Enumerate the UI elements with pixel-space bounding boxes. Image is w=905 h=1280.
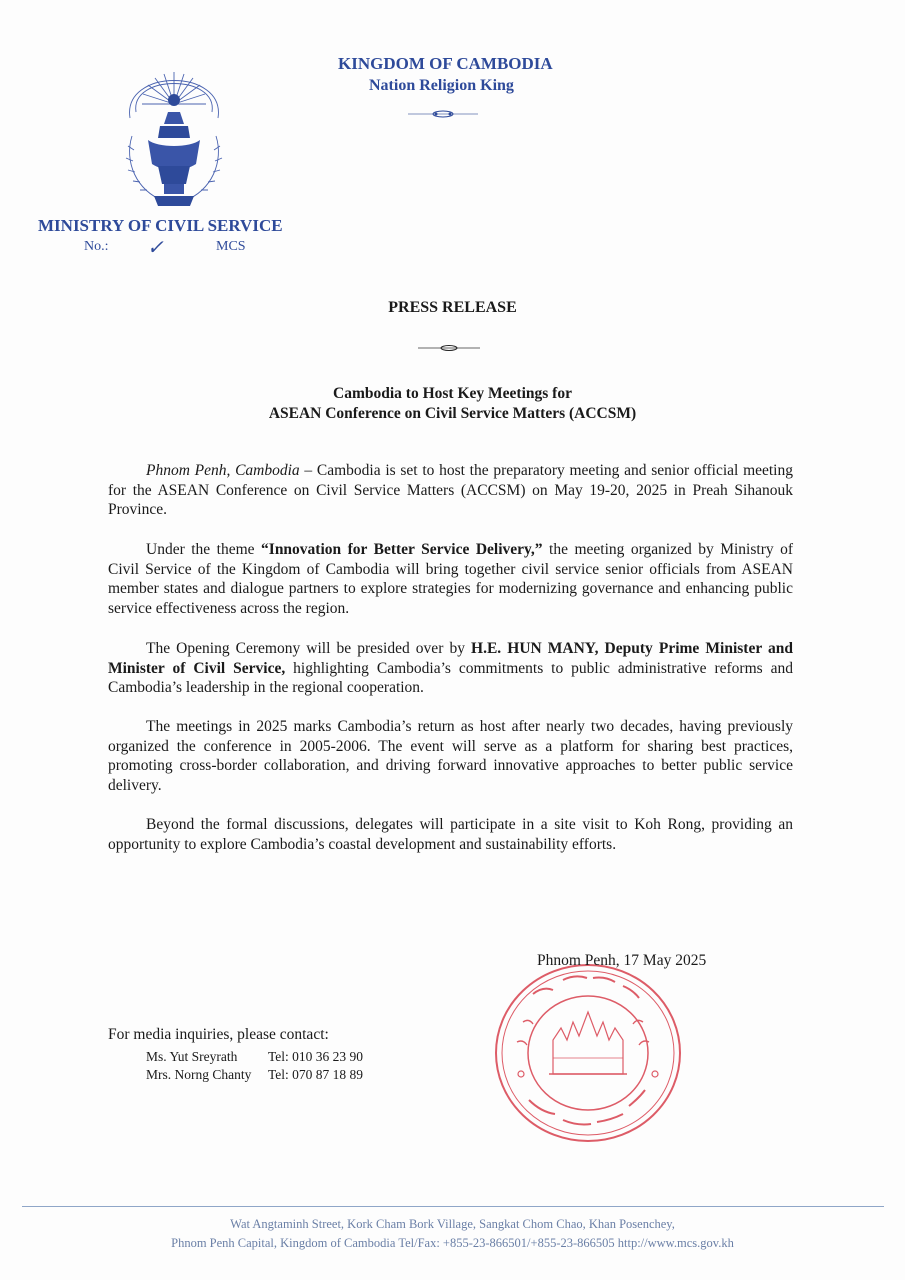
paragraph-3-lead: The Opening Ceremony will be presided over by (146, 640, 472, 657)
theme-text: “Innovation for Better Service Delivery,” (261, 541, 543, 558)
kingdom-heading: KINGDOM OF CAMBODIA (338, 54, 553, 73)
official-seal-stamp-icon (493, 962, 683, 1144)
paragraph-2 (108, 540, 793, 618)
presiding-official: H.E. HUN MANY, Deputy Prime Minister and Minister of Civil Service, (108, 640, 793, 677)
header-ornament-divider (408, 110, 478, 118)
press-release-title (0, 384, 905, 424)
paragraph-2-lead: Under the theme (146, 541, 262, 558)
footer-address: Wat Angtaminh Street, Kork Cham Bork Village, Sangkat Chom Chao, Khan Posenchey, (230, 1217, 675, 1231)
ministry-emblem-icon (118, 66, 230, 216)
media-inquiries-heading: For media inquiries, please contact: (108, 1026, 329, 1043)
paragraph-5-text: Beyond the formal discussions, delegates will participate in a site visit to Koh Rong, providing an opportunity to explore Cambodia’s coastal development and sustainability efforts. (108, 816, 793, 853)
reference-number-suffix: MCS (216, 239, 246, 254)
contact-name: Mrs. Norng Chanty (146, 1067, 252, 1082)
paragraph-1-text: – Cambodia is set to host the preparatory meeting and senior official meeting for the ASEAN Conference on Civil Service Matters (ACCSM) on May 19-20, 2025 in Preah Sihanouk Province. (108, 462, 793, 518)
footer-divider (22, 1206, 884, 1207)
paragraph-2-text: the meeting organized by Ministry of Civil Service of the Kingdom of Cambodia will bring together civil service senior officials from ASEAN member states and dialogue partners to explore strategies for modernizing governance and enhancing public service effectiveness across the region. (108, 541, 794, 617)
title-line-1: Cambodia to Host Key Meetings for (333, 385, 572, 402)
paragraph-3 (108, 639, 793, 698)
paragraph-4 (108, 717, 793, 795)
national-motto: Nation Religion King (369, 77, 514, 94)
dateline-place: Phnom Penh, Cambodia (146, 462, 300, 479)
contact-name: Ms. Yut Sreyrath (146, 1049, 238, 1064)
ministry-name: MINISTRY OF CIVIL SERVICE (38, 216, 283, 235)
dateline: Phnom Penh, 17 May 2025 (537, 952, 707, 969)
reference-check-mark: ✓ (147, 237, 164, 259)
reference-number-label: No.: (84, 239, 109, 254)
paragraph-3-text: highlighting Cambodia’s commitments to public administrative reforms and Cambodia’s leadership in the regional cooperation. (108, 659, 793, 696)
document-type-heading: PRESS RELEASE (388, 299, 517, 316)
paragraph-5 (108, 815, 793, 854)
contact-phone: Tel: 070 87 18 89 (268, 1067, 364, 1082)
section-ornament-divider (418, 344, 480, 352)
title-line-2: ASEAN Conference on Civil Service Matters (ACCSM) (268, 405, 637, 422)
paragraph-1 (108, 461, 793, 520)
paragraph-4-text: The meetings in 2025 marks Cambodia’s return as host after nearly two decades, having previously organized the conference in 2005-2006. The event will serve as a platform for sharing best practices, promoting cross-border collaboration, and driving forward innovative approaches to better public service delivery. (108, 718, 793, 794)
contact-phone: Tel: 010 36 23 90 (268, 1049, 364, 1064)
footer-contact-line: Phnom Penh Capital, Kingdom of Cambodia Tel/Fax: +855-23-866501/+855-23-866505 http://www.mcs.gov.kh (171, 1236, 734, 1250)
